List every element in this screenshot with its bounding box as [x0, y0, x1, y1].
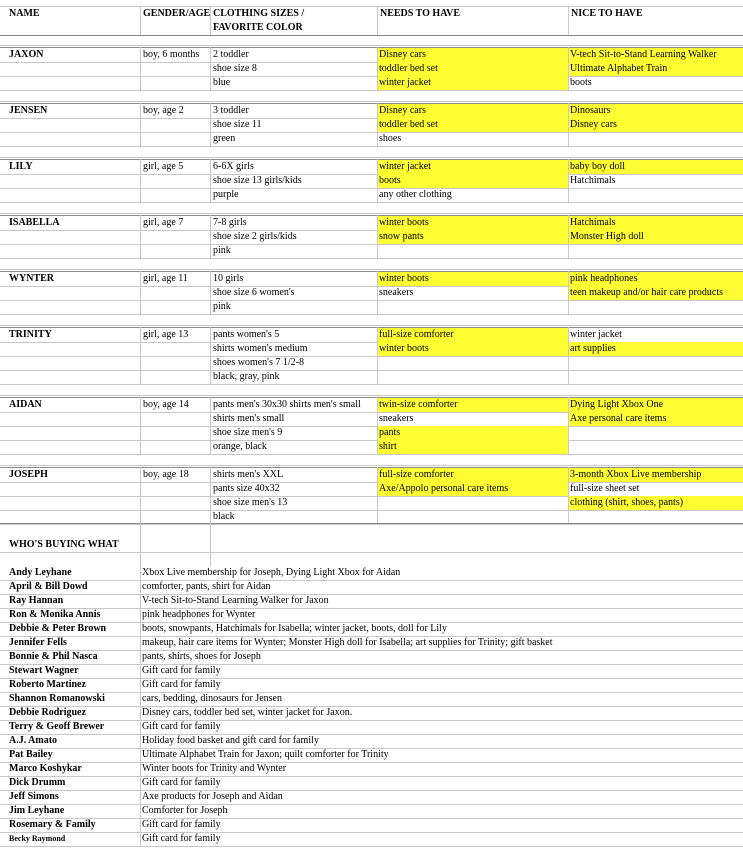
buyer-item[interactable]: Winter boots for Trinity and Wynter: [142, 763, 287, 774]
clothing-cell[interactable]: black: [213, 511, 235, 522]
needs-cell[interactable]: Disney cars: [378, 104, 568, 118]
buyer-name[interactable]: Roberto Martinez: [9, 679, 86, 690]
buyer-name[interactable]: A.J. Amato: [9, 735, 58, 746]
buyer-item[interactable]: boots, snowpants, Hatchimals for Isabella; winter jacket, boots, doll for Lily: [142, 623, 447, 634]
nice-cell[interactable]: Axe personal care items: [569, 412, 743, 426]
grid-line: [0, 269, 743, 270]
clothing-cell[interactable]: 10 girls: [213, 273, 244, 284]
nice-cell[interactable]: [569, 300, 743, 314]
needs-cell[interactable]: toddler bed set: [378, 62, 568, 76]
column-divider: [377, 6, 378, 35]
column-divider: [377, 47, 378, 90]
needs-cell[interactable]: twin-size comforter: [378, 398, 568, 412]
column-divider: [140, 467, 141, 524]
buyer-item[interactable]: Gift card for family: [142, 679, 221, 690]
grid-line: [0, 465, 743, 466]
nice-cell[interactable]: [569, 244, 743, 258]
clothing-cell[interactable]: pants men's 30x30 shirts men's small: [213, 399, 361, 410]
column-divider: [210, 47, 211, 90]
column-divider: [140, 47, 141, 90]
column-divider: [568, 47, 569, 90]
buyer-item[interactable]: makeup, hair care items for Wynter; Monster High doll for Isabella; art supplies for Trinity; gift basket: [142, 637, 553, 648]
clothing-cell[interactable]: shoe size 6 women's: [213, 287, 295, 298]
needs-cell[interactable]: winter jacket: [378, 160, 568, 174]
needs-cell[interactable]: any other clothing: [379, 189, 452, 200]
column-divider: [568, 159, 569, 202]
needs-cell[interactable]: shoes: [379, 133, 402, 144]
needs-cell[interactable]: [378, 300, 568, 314]
column-divider: [140, 271, 141, 314]
grid-line: [0, 101, 743, 102]
needs-cell[interactable]: full-size comforter: [378, 468, 568, 482]
nice-cell[interactable]: art supplies: [569, 342, 743, 356]
child-name[interactable]: AIDAN: [9, 399, 42, 410]
grid-line: [0, 258, 743, 259]
clothing-cell[interactable]: blue: [213, 77, 231, 88]
column-divider: [210, 215, 211, 258]
grid-line: [0, 314, 743, 315]
buyer-item[interactable]: Gift card for family: [142, 819, 221, 830]
clothing-cell[interactable]: shoe size 11: [213, 119, 262, 130]
column-divider: [140, 215, 141, 258]
column-divider: [140, 327, 141, 384]
buyer-item[interactable]: Axe products for Joseph and Aidan: [142, 791, 283, 802]
grid-line: [0, 325, 743, 326]
buyer-name[interactable]: Dick Drumm: [9, 777, 66, 788]
nice-cell[interactable]: [569, 426, 743, 440]
column-divider: [568, 271, 569, 314]
buyer-item[interactable]: comforter, pants, shirt for Aidan: [142, 581, 271, 592]
nice-cell[interactable]: winter jacket: [570, 329, 622, 340]
needs-cell[interactable]: [378, 510, 568, 524]
clothing-cell[interactable]: shoe size 8: [213, 63, 257, 74]
column-divider: [210, 159, 211, 202]
nice-cell[interactable]: [569, 188, 743, 202]
child-gender-age[interactable]: boy, age 14: [143, 399, 189, 410]
nice-cell[interactable]: Dying Light Xbox One: [569, 398, 743, 412]
needs-cell[interactable]: pants: [378, 426, 568, 440]
column-divider: [568, 103, 569, 146]
needs-cell[interactable]: shirt: [378, 440, 568, 454]
header-nice[interactable]: NICE TO HAVE: [571, 8, 643, 19]
column-divider: [568, 397, 569, 454]
nice-cell[interactable]: Hatchimals: [569, 216, 743, 230]
buyer-name[interactable]: April & Bill Dowd: [9, 581, 88, 592]
nice-cell[interactable]: 3-month Xbox Live membership: [569, 468, 743, 482]
needs-cell[interactable]: sneakers: [379, 287, 414, 298]
buyer-name[interactable]: Jeff Simons: [9, 791, 59, 802]
grid-line: [0, 90, 743, 91]
clothing-cell[interactable]: shoe size 13 girls/kids: [213, 175, 302, 186]
buyer-item[interactable]: Holiday food basket and gift card for family: [142, 735, 319, 746]
nice-cell[interactable]: [569, 370, 743, 384]
clothing-cell[interactable]: shoe size men's 13: [213, 497, 288, 508]
nice-cell[interactable]: Monster High doll: [569, 230, 743, 244]
column-divider: [568, 215, 569, 258]
buyer-name[interactable]: Debbie & Peter Brown: [9, 623, 107, 634]
header-name[interactable]: NAME: [9, 8, 40, 19]
nice-cell[interactable]: Disney cars: [569, 118, 743, 132]
nice-cell[interactable]: [569, 440, 743, 454]
buyer-name[interactable]: Rosemary & Family: [9, 819, 96, 830]
buyer-item[interactable]: Xbox Live membership for Joseph, Dying Light Xbox for Aidan: [142, 567, 401, 578]
child-gender-age[interactable]: girl, age 5: [143, 161, 184, 172]
column-divider: [210, 467, 211, 524]
buyer-name[interactable]: Bonnie & Phil Nasca: [9, 651, 98, 662]
child-gender-age[interactable]: boy, age 18: [143, 469, 189, 480]
buyer-name[interactable]: Jim Leyhane: [9, 805, 65, 816]
grid-line: [0, 524, 743, 525]
child-name[interactable]: JAXON: [9, 49, 44, 60]
buyer-name[interactable]: Shannon Romanowski: [9, 693, 105, 704]
grid-line: [0, 846, 743, 847]
child-gender-age[interactable]: girl, age 11: [143, 273, 188, 284]
clothing-cell[interactable]: shoe size men's 9: [213, 427, 283, 438]
column-divider: [377, 397, 378, 454]
clothing-cell[interactable]: 6-6X girls: [213, 161, 254, 172]
clothing-cell[interactable]: shoe size 2 girls/kids: [213, 231, 297, 242]
clothing-cell[interactable]: 3 toddler: [213, 105, 249, 116]
column-divider: [377, 327, 378, 384]
column-divider: [210, 397, 211, 454]
buyer-item[interactable]: Comforter for Joseph: [142, 805, 228, 816]
nice-cell[interactable]: pink headphones: [569, 272, 743, 286]
buyer-name[interactable]: Ray Hannan: [9, 595, 64, 606]
needs-cell[interactable]: winter boots: [378, 272, 568, 286]
needs-cell[interactable]: winter jacket: [378, 76, 568, 90]
column-divider: [377, 271, 378, 314]
nice-cell[interactable]: V-tech Sit-to-Stand Learning Walker: [569, 48, 743, 62]
buyer-name[interactable]: Ron & Monika Annis: [9, 609, 101, 620]
clothing-cell[interactable]: pink: [213, 245, 231, 256]
buyer-name[interactable]: Jennifer Fells: [9, 637, 67, 648]
nice-cell[interactable]: full-size sheet set: [570, 483, 640, 494]
header-gender-age[interactable]: GENDER/AGE: [143, 8, 211, 19]
child-gender-age[interactable]: girl, age 7: [143, 217, 184, 228]
nice-cell[interactable]: [569, 356, 743, 370]
child-name[interactable]: ISABELLA: [9, 217, 60, 228]
header-favorite-color[interactable]: FAVORITE COLOR: [213, 22, 303, 33]
column-divider: [210, 523, 211, 566]
buyer-item[interactable]: V-tech Sit-to-Stand Learning Walker for Jaxon: [142, 595, 329, 606]
buyer-name[interactable]: Pat Bailey: [9, 749, 53, 760]
buyer-name[interactable]: Becky Raymond: [9, 834, 66, 843]
nice-cell[interactable]: Hatchimals: [570, 175, 616, 186]
child-name[interactable]: WYNTER: [9, 273, 55, 284]
grid-line: [0, 35, 743, 36]
column-divider: [210, 6, 211, 35]
clothing-cell[interactable]: pink: [213, 301, 231, 312]
column-divider: [377, 215, 378, 258]
column-divider: [377, 103, 378, 146]
grid-line: [0, 384, 743, 385]
column-divider: [140, 103, 141, 146]
needs-cell[interactable]: winter boots: [378, 216, 568, 230]
needs-cell[interactable]: [378, 496, 568, 510]
column-divider: [140, 159, 141, 202]
buyer-name[interactable]: Debbie Rodriguez: [9, 707, 86, 718]
buyer-item[interactable]: cars, bedding, dinosaurs for Jensen: [142, 693, 282, 704]
nice-cell[interactable]: boots: [570, 77, 592, 88]
child-name[interactable]: LILY: [9, 161, 33, 172]
needs-cell[interactable]: [378, 244, 568, 258]
grid-line: [0, 454, 743, 455]
clothing-cell[interactable]: orange, black: [213, 441, 267, 452]
child-gender-age[interactable]: boy, age 2: [143, 105, 184, 116]
buyer-name[interactable]: Andy Leyhane: [9, 567, 72, 578]
nice-cell[interactable]: teen makeup and/or hair care products: [569, 286, 743, 300]
needs-cell[interactable]: sneakers: [379, 413, 414, 424]
column-divider: [210, 327, 211, 384]
nice-cell[interactable]: Dinosaurs: [569, 104, 743, 118]
nice-cell[interactable]: [569, 132, 743, 146]
column-divider: [140, 523, 141, 566]
buyer-name[interactable]: Marco Koshykar: [9, 763, 82, 774]
grid-line: [0, 552, 743, 553]
buyer-item[interactable]: pants, shirts, shoes for Joseph: [142, 651, 261, 662]
column-divider: [210, 271, 211, 314]
needs-cell[interactable]: full-size comforter: [378, 328, 568, 342]
needs-cell[interactable]: toddler bed set: [378, 118, 568, 132]
grid-line: [0, 202, 743, 203]
column-divider: [140, 397, 141, 454]
header-clothing[interactable]: CLOTHING SIZES /: [213, 8, 305, 19]
clothing-cell[interactable]: shirts men's XXL: [213, 469, 284, 480]
grid-line: [0, 146, 743, 147]
buyer-name[interactable]: Terry & Geoff Brewer: [9, 721, 105, 732]
buyer-item[interactable]: Gift card for family: [142, 777, 221, 788]
needs-cell[interactable]: Axe/Appolo personal care items: [378, 482, 568, 496]
child-name[interactable]: JOSEPH: [9, 469, 48, 480]
column-divider: [140, 6, 141, 35]
grid-line: [0, 45, 743, 46]
grid-line: [0, 213, 743, 214]
clothing-cell[interactable]: 2 toddler: [213, 49, 249, 60]
buyer-item[interactable]: Gift card for family: [142, 721, 221, 732]
clothing-cell[interactable]: pants women's 5: [213, 329, 280, 340]
column-divider: [568, 467, 569, 524]
column-divider: [568, 6, 569, 35]
needs-cell[interactable]: boots: [378, 174, 568, 188]
child-gender-age[interactable]: girl, age 13: [143, 329, 189, 340]
clothing-cell[interactable]: black, gray, pink: [213, 371, 280, 382]
buyer-item[interactable]: Gift card for family: [142, 833, 221, 844]
clothing-cell[interactable]: pants size 40x32: [213, 483, 280, 494]
clothing-cell[interactable]: purple: [213, 189, 239, 200]
child-name[interactable]: JENSEN: [9, 105, 48, 116]
header-needs[interactable]: NEEDS TO HAVE: [380, 8, 461, 19]
grid-line: [0, 395, 743, 396]
buyer-item[interactable]: pink headphones for Wynter: [142, 609, 256, 620]
buying-title[interactable]: WHO'S BUYING WHAT: [9, 539, 119, 550]
nice-cell[interactable]: Ultimate Alphabet Train: [569, 62, 743, 76]
buyer-item[interactable]: Ultimate Alphabet Train for Jaxon; quilt comforter for Trinity: [142, 749, 389, 760]
column-divider: [377, 159, 378, 202]
nice-cell[interactable]: [569, 510, 743, 524]
child-name[interactable]: TRINITY: [9, 329, 52, 340]
column-divider: [377, 467, 378, 524]
needs-cell[interactable]: winter boots: [378, 342, 568, 356]
needs-cell[interactable]: [378, 370, 568, 384]
nice-cell[interactable]: clothing (shirt, shoes, pants): [569, 496, 743, 510]
column-divider: [140, 566, 141, 846]
clothing-cell[interactable]: green: [213, 133, 236, 144]
grid-line: [0, 523, 743, 524]
clothing-cell[interactable]: 7-8 girls: [213, 217, 247, 228]
grid-line: [0, 157, 743, 158]
needs-cell[interactable]: Disney cars: [378, 48, 568, 62]
clothing-cell[interactable]: shoes women's 7 1/2-8: [213, 357, 304, 368]
needs-cell[interactable]: snow pants: [378, 230, 568, 244]
column-divider: [210, 103, 211, 146]
needs-cell[interactable]: [378, 356, 568, 370]
child-gender-age[interactable]: boy, 6 months: [143, 49, 200, 60]
column-divider: [568, 327, 569, 384]
clothing-cell[interactable]: shirts women's medium: [213, 343, 308, 354]
buyer-item[interactable]: Gift card for family: [142, 665, 221, 676]
buyer-name[interactable]: Stewart Wagner: [9, 665, 79, 676]
nice-cell[interactable]: baby boy doll: [569, 160, 743, 174]
buyer-item[interactable]: Disney cars, toddler bed set, winter jacket for Jaxon.: [142, 707, 353, 718]
clothing-cell[interactable]: shirts men's small: [213, 413, 285, 424]
